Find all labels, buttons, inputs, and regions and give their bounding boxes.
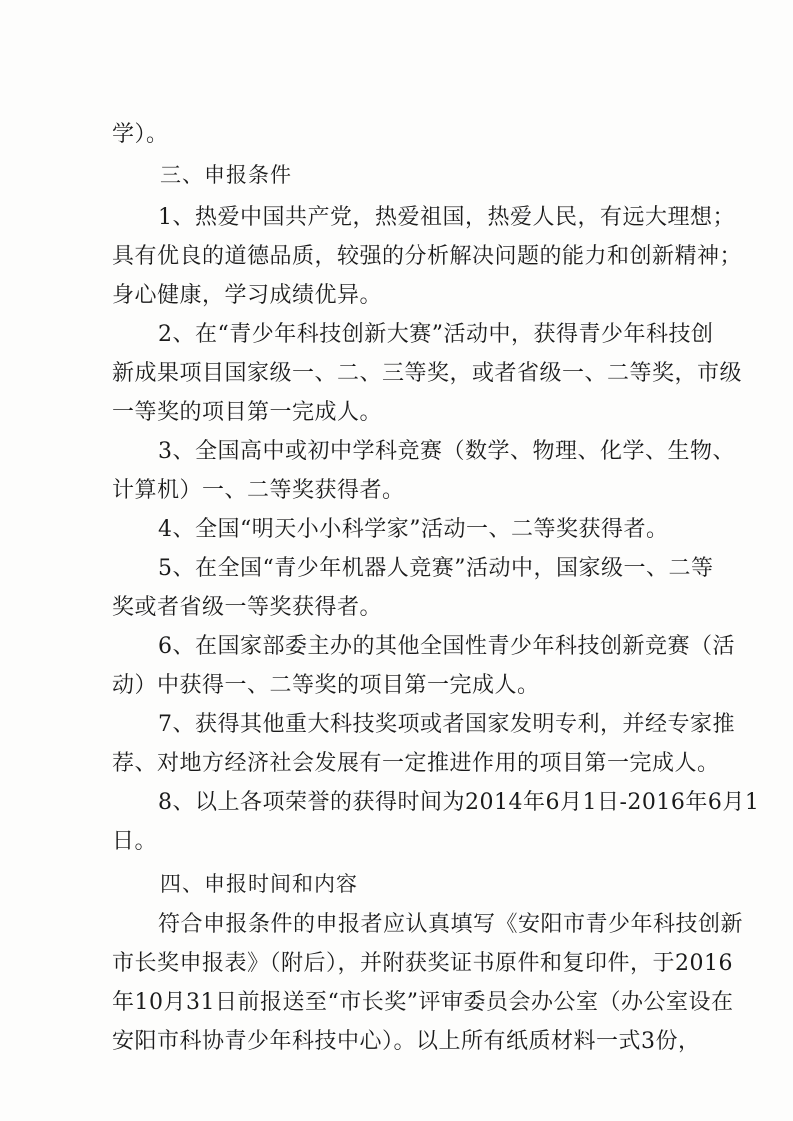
section-heading: 四、申报时间和内容 [160,872,358,896]
text-line: 计算机）一、二等奖获得者。 [112,478,405,503]
text-line: 市长奖申报表》（附后），并附获奖证书原件和复印件，于2016 [112,951,733,976]
text-line: 动）中获得一、二等奖的项目第一完成人。 [112,673,540,698]
text-line: 具有优良的道德品质，较强的分析解决问题的能力和创新精神； [112,244,743,269]
text-line: 年10月31日前报送至“市长奖”评审委员会办公室（办公室设在 [112,990,734,1015]
text-line: 身心健康，学习成绩优异。 [112,283,383,308]
text-line: 3、全国高中或初中学科竞赛（数学、物理、化学、生物、 [158,439,735,464]
text-line: 1、热爱中国共产党，热爱祖国，热爱人民，有远大理想； [158,205,735,230]
text-line: 荐、对地方经济社会发展有一定推进作用的项目第一完成人。 [112,751,720,776]
section-heading: 三、申报条件 [160,163,292,187]
text-line: 学）。 [112,122,169,147]
text-line: 4、全国“明天小小科学家”活动一、二等奖获得者。 [158,517,669,542]
text-line: 奖或者省级一等奖获得者。 [112,595,383,620]
text-line: 新成果项目国家级一、二、三等奖，或者省级一、二等奖，市级 [112,361,743,386]
text-line: 一等奖的项目第一完成人。 [112,400,383,425]
text-line: 6、在国家部委主办的其他全国性青少年科技创新竞赛（活 [158,634,735,659]
text-line: 日。 [112,829,158,854]
text-line: 符合申报条件的申报者应认真填写《安阳市青少年科技创新 [158,912,744,937]
text-line: 8、以上各项荣誉的获得时间为2014年6月1日-2016年6月1 [158,790,760,815]
text-line: 安阳市科协青少年科技中心）。以上所有纸质材料一式3份， [112,1029,701,1054]
text-line: 2、在“青少年科技创新大赛”活动中，获得青少年科技创 [158,322,714,347]
text-line: 5、在全国“青少年机器人竞赛”活动中，国家级一、二等 [158,556,714,581]
text-line: 7、获得其他重大科技奖项或者国家发明专利，并经专家推 [158,712,735,737]
